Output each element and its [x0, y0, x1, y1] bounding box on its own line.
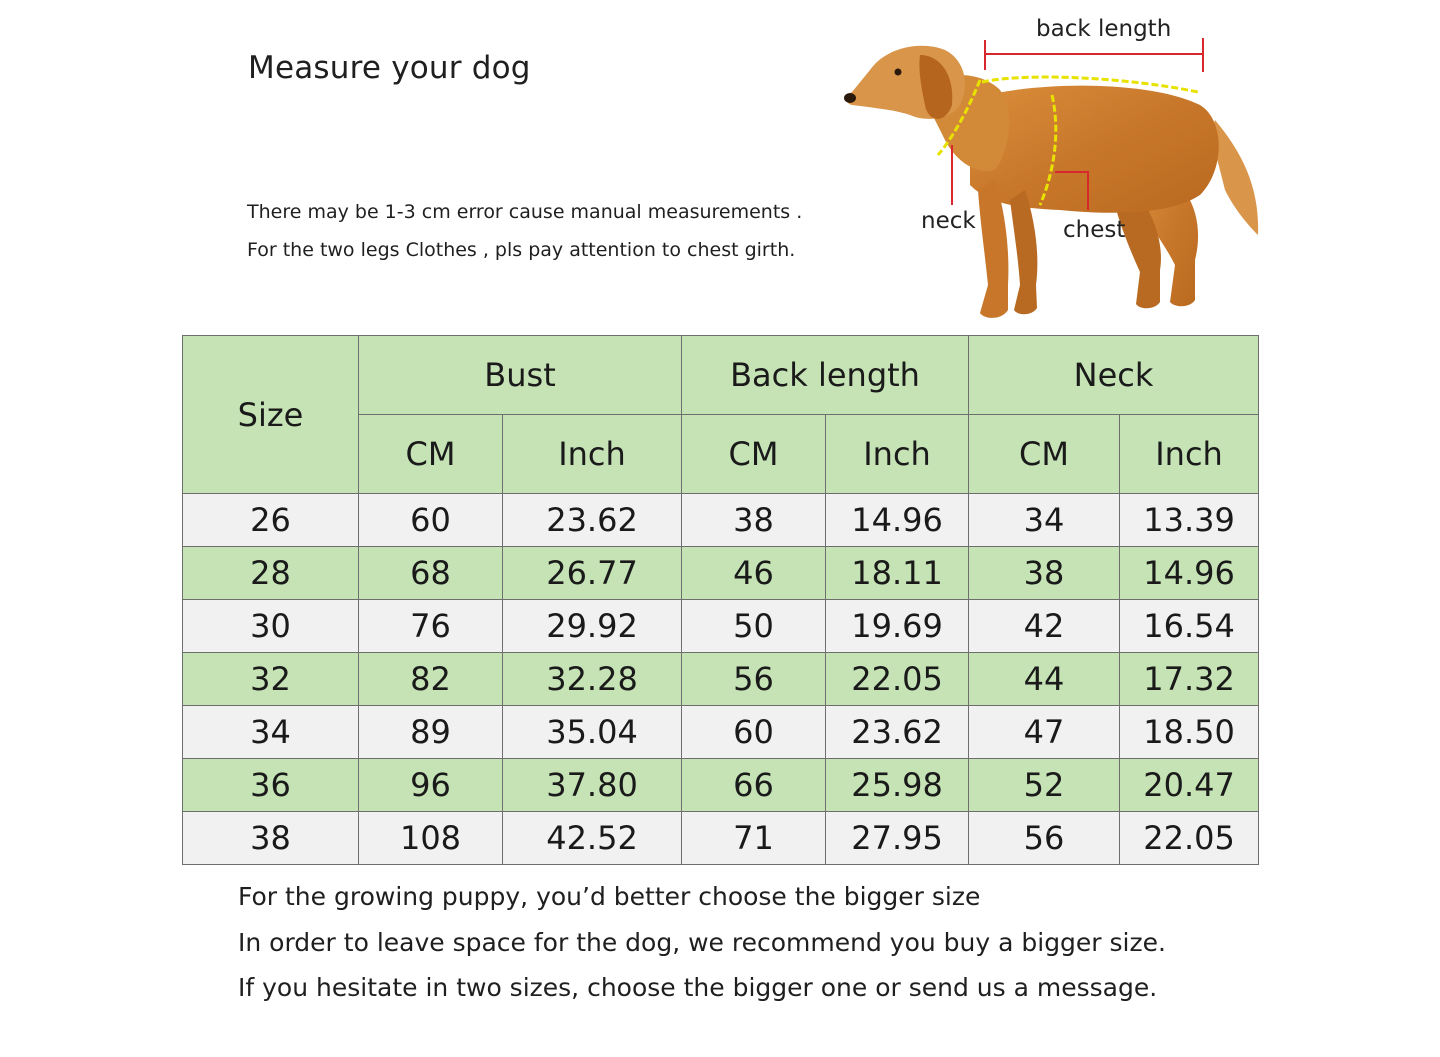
- size-cell: 32: [183, 653, 359, 706]
- back-length-label: back length: [1036, 16, 1172, 42]
- size-cell: 28: [183, 547, 359, 600]
- measurement-cell: 18.50: [1120, 706, 1259, 759]
- measurement-cell: 71: [682, 812, 826, 865]
- measurement-cell: 66: [682, 759, 826, 812]
- measurement-cell: 34: [969, 494, 1120, 547]
- table-row: [183, 759, 1259, 812]
- measurement-cell: 22.05: [826, 653, 969, 706]
- dog-eye: [895, 69, 902, 76]
- measurement-cell: 96: [359, 759, 503, 812]
- back-length-header: Back length: [682, 336, 969, 415]
- dog-nose: [844, 93, 856, 103]
- size-cell: 34: [183, 706, 359, 759]
- size-cell: 26: [183, 494, 359, 547]
- measurement-cell: 16.54: [1120, 600, 1259, 653]
- measurement-cell: 46: [682, 547, 826, 600]
- measurement-cell: 42.52: [503, 812, 682, 865]
- measurement-cell: 14.96: [1120, 547, 1259, 600]
- measurement-cell: 19.69: [826, 600, 969, 653]
- measurement-cell: 44: [969, 653, 1120, 706]
- size-cell: 36: [183, 759, 359, 812]
- measurement-cell: 82: [359, 653, 503, 706]
- size-chart-table: [182, 335, 1259, 865]
- table-row: [183, 547, 1259, 600]
- chest-label: chest: [1063, 217, 1126, 243]
- measurement-cell: 42: [969, 600, 1120, 653]
- unit-header: Inch: [1120, 415, 1259, 494]
- measurement-cell: 76: [359, 600, 503, 653]
- unit-header: CM: [969, 415, 1120, 494]
- note-line: For the two legs Clothes , pls pay attention to chest girth.: [247, 239, 796, 261]
- measurement-cell: 35.04: [503, 706, 682, 759]
- measurement-cell: 38: [969, 547, 1120, 600]
- measurement-cell: 20.47: [1120, 759, 1259, 812]
- measurement-cell: 25.98: [826, 759, 969, 812]
- dog-measurement-illustration: [830, 10, 1280, 330]
- measurement-cell: 108: [359, 812, 503, 865]
- measurement-cell: 22.05: [1120, 812, 1259, 865]
- size-chart-body: [183, 494, 1259, 865]
- unit-header: CM: [359, 415, 503, 494]
- table-row: [183, 494, 1259, 547]
- measurement-cell: 56: [969, 812, 1120, 865]
- measurement-cell: 18.11: [826, 547, 969, 600]
- measurement-cell: 29.92: [503, 600, 682, 653]
- bust-header: Bust: [359, 336, 682, 415]
- page-title: Measure your dog: [248, 50, 531, 86]
- measurement-cell: 68: [359, 547, 503, 600]
- unit-header: Inch: [503, 415, 682, 494]
- table-row: [183, 653, 1259, 706]
- measurement-cell: 17.32: [1120, 653, 1259, 706]
- advice-line: In order to leave space for the dog, we recommend you buy a bigger size.: [238, 927, 1166, 957]
- measurement-cell: 47: [969, 706, 1120, 759]
- measurement-cell: 50: [682, 600, 826, 653]
- measurement-cell: 37.80: [503, 759, 682, 812]
- dog-illustration: [830, 10, 1280, 330]
- measurement-cell: 14.96: [826, 494, 969, 547]
- size-cell: 30: [183, 600, 359, 653]
- unit-header: Inch: [826, 415, 969, 494]
- size-header: Size: [183, 336, 359, 494]
- table-row: [183, 706, 1259, 759]
- measurement-cell: 60: [682, 706, 826, 759]
- measurement-notes: [247, 193, 802, 269]
- note-line: There may be 1-3 cm error cause manual measurements .: [247, 201, 803, 223]
- measurement-cell: 56: [682, 653, 826, 706]
- measurement-cell: 13.39: [1120, 494, 1259, 547]
- advice-line: For the growing puppy, you’d better choose the bigger size: [238, 882, 981, 911]
- neck-header: Neck: [969, 336, 1259, 415]
- size-cell: 38: [183, 812, 359, 865]
- measurement-cell: 32.28: [503, 653, 682, 706]
- dog-body: [970, 86, 1219, 213]
- unit-header: CM: [682, 415, 826, 494]
- measurement-cell: 23.62: [826, 706, 969, 759]
- measurement-cell: 26.77: [503, 547, 682, 600]
- table-row: [183, 812, 1259, 865]
- measurement-cell: 27.95: [826, 812, 969, 865]
- dog-front-leg: [1010, 190, 1037, 314]
- table-row: [183, 600, 1259, 653]
- measurement-cell: 38: [682, 494, 826, 547]
- advice-line: If you hesitate in two sizes, choose the bigger one or send us a message.: [238, 973, 1158, 1002]
- measurement-cell: 23.62: [503, 494, 682, 547]
- measurement-cell: 52: [969, 759, 1120, 812]
- size-advice: [238, 874, 1166, 1011]
- measurement-cell: 89: [359, 706, 503, 759]
- neck-label: neck: [921, 208, 976, 234]
- measurement-cell: 60: [359, 494, 503, 547]
